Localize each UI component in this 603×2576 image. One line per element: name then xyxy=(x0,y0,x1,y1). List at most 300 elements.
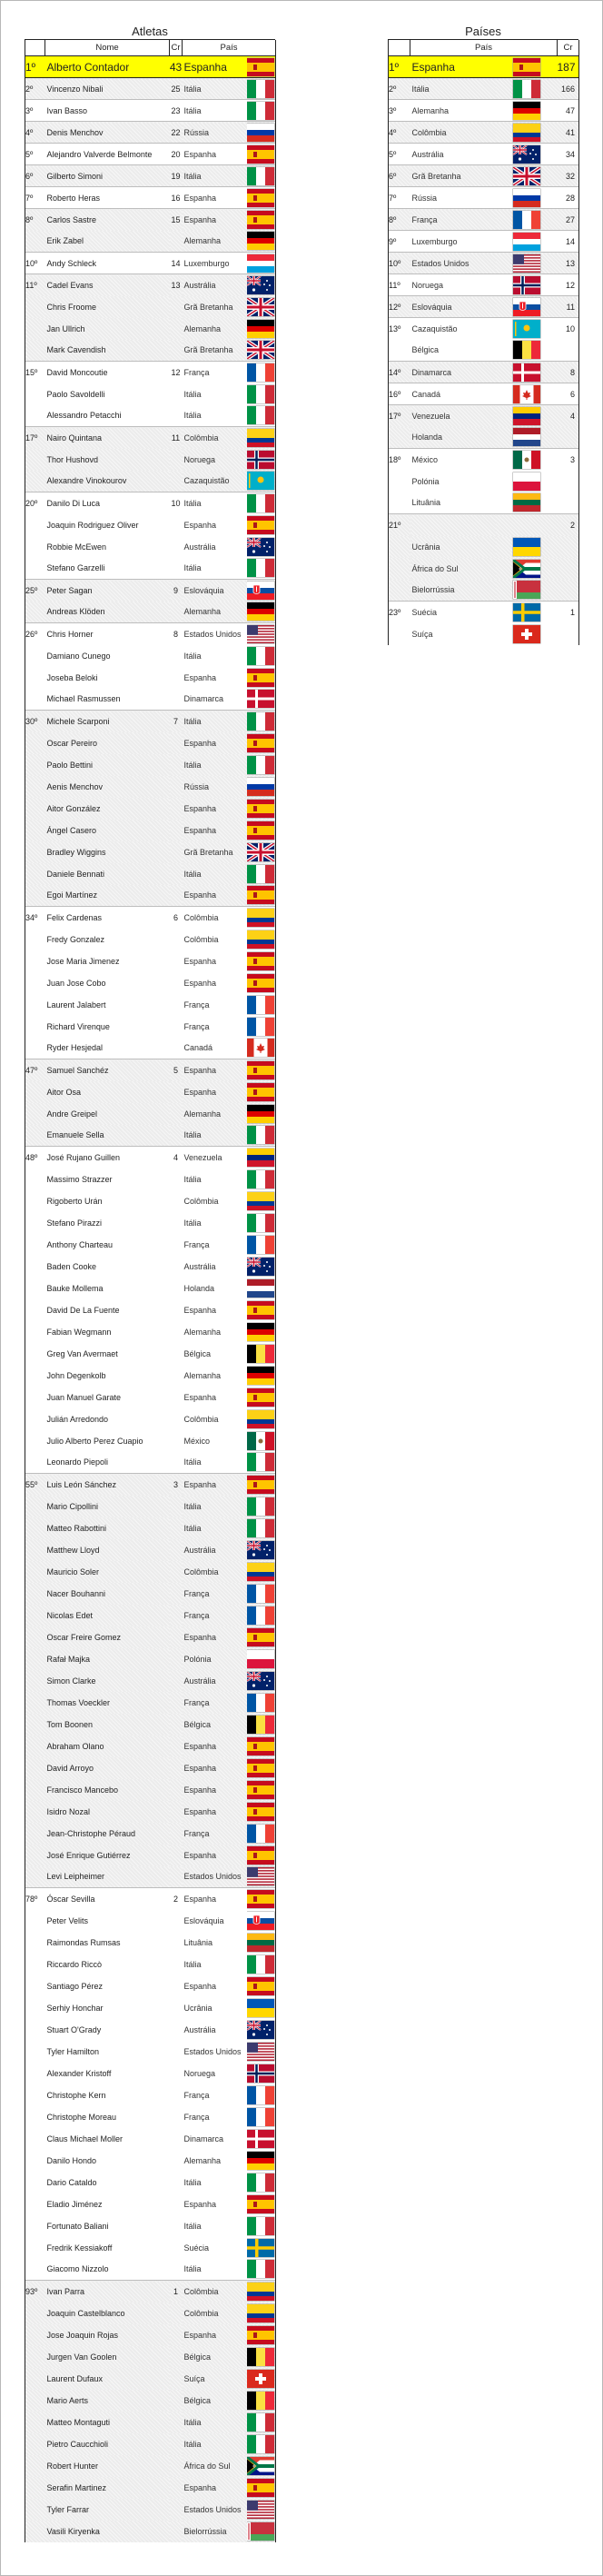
athlete-cr xyxy=(170,1648,183,1670)
spain-flag-icon xyxy=(247,516,274,534)
athlete-position xyxy=(25,2019,45,2041)
athlete-position: 6º xyxy=(25,165,45,187)
athlete-country: Itália xyxy=(183,1174,202,1184)
country-name: Austrália xyxy=(410,144,496,165)
athlete-row xyxy=(25,362,276,383)
colombia-flag-icon xyxy=(513,124,540,142)
athlete-row xyxy=(25,1212,276,1234)
athlete-cr xyxy=(170,2150,183,2172)
spain-flag-icon xyxy=(247,211,274,229)
country-name: África do Sul xyxy=(410,558,496,580)
athlete-row xyxy=(25,2215,276,2237)
athlete-cr: 23 xyxy=(170,100,183,122)
athlete-cr: 19 xyxy=(170,165,183,187)
athlete-cr xyxy=(170,820,183,841)
athlete-name: Oscar Freire Gomez xyxy=(45,1626,170,1648)
athlete-flag-cell xyxy=(247,274,276,296)
athlete-cr xyxy=(170,1387,183,1408)
athlete-country: Itália xyxy=(183,1959,202,1969)
athlete-name: Baden Cooke xyxy=(46,1261,97,1271)
country-name: Cazaquistão xyxy=(410,318,496,340)
athlete-name: Raimondas Rumsas xyxy=(46,1937,121,1947)
country-position xyxy=(389,580,410,602)
athlete-row xyxy=(25,1626,276,1648)
athlete-cr xyxy=(170,1714,183,1736)
australia-flag-icon xyxy=(247,276,274,294)
athlete-flag-cell xyxy=(247,972,276,994)
athlete-position: 7º xyxy=(25,187,45,209)
uk-flag-icon xyxy=(513,167,540,185)
athlete-position xyxy=(25,1561,45,1583)
athlete-cr: 4 xyxy=(170,1147,183,1169)
athlete-name: Alexander Kristoff xyxy=(46,2068,112,2078)
athlete-flag-cell xyxy=(247,1823,276,1845)
slovakia-flag-icon xyxy=(247,1912,274,1930)
country-flag-cell xyxy=(496,471,558,492)
germany-flag-icon xyxy=(247,2152,274,2170)
athlete-row xyxy=(25,1539,276,1561)
athlete-name: José Rujano Guillen xyxy=(45,1147,170,1169)
athlete-position: 20º xyxy=(25,492,45,514)
athlete-name: Matthew Lloyd xyxy=(45,1539,170,1561)
athlete-cr xyxy=(170,1561,183,1583)
athlete-flag-cell xyxy=(247,1517,276,1539)
country-cr: 2 xyxy=(558,514,579,536)
athlete-cr xyxy=(170,1299,183,1321)
luxembourg-flag-icon xyxy=(513,233,540,251)
countries-country-header: País xyxy=(410,40,558,56)
germany-flag-icon xyxy=(247,232,274,250)
athlete-cr xyxy=(170,1605,183,1626)
athlete-cr xyxy=(170,1801,183,1823)
athlete-cr: 13 xyxy=(170,274,183,296)
athletes-title: Atletas xyxy=(25,25,275,40)
athlete-flag-cell xyxy=(247,1932,276,1954)
athlete-name: Vasili Kiryenka xyxy=(45,2521,170,2542)
athlete-position: 5º xyxy=(25,144,45,165)
athlete-name: Giacomo Nizzolo xyxy=(46,2264,109,2274)
athlete-row xyxy=(25,165,276,187)
usa-flag-icon xyxy=(247,2501,274,2519)
athlete-cr: 1 xyxy=(170,2281,183,2302)
athlete-country: Estados Unidos xyxy=(183,2046,242,2056)
spain-flag-icon xyxy=(247,800,274,818)
athlete-position xyxy=(25,1910,45,1932)
athlete-name: Isidro Nozal xyxy=(45,1801,170,1823)
athlete-country: Itália xyxy=(183,2177,202,2187)
athlete-position: 47º xyxy=(25,1059,45,1081)
country-cr: 28 xyxy=(558,187,579,209)
athlete-name: Tom Boonen xyxy=(45,1714,170,1736)
athlete-row xyxy=(25,1059,276,1081)
athlete-country: Grã Bretanha xyxy=(183,340,247,362)
athlete-cr xyxy=(170,1517,183,1539)
athlete-position: 4º xyxy=(25,122,45,144)
athlete-row xyxy=(25,1714,276,1736)
athlete-cr xyxy=(170,1910,183,1932)
belarus-flag-icon xyxy=(247,2522,274,2541)
athlete-name: Thor Hushovd xyxy=(45,449,170,471)
athlete-cr: 8 xyxy=(170,623,183,645)
athlete-cr xyxy=(170,732,183,754)
athlete-row xyxy=(25,1256,276,1278)
countries-rows xyxy=(389,56,579,645)
france-flag-icon xyxy=(247,996,274,1014)
italy-flag-icon xyxy=(247,494,274,512)
country-cr: 6 xyxy=(558,383,579,405)
athlete-country: França xyxy=(183,1000,210,1010)
spain-flag-icon xyxy=(247,1846,274,1865)
country-flag-cell xyxy=(496,144,558,165)
athlete-flag-cell xyxy=(247,2521,276,2542)
country-cr: 1 xyxy=(558,602,579,623)
athlete-cr xyxy=(170,689,183,711)
athlete-cr xyxy=(170,972,183,994)
athlete-flag-cell xyxy=(247,841,276,863)
usa-flag-icon xyxy=(247,2043,274,2061)
country-name: Dinamarca xyxy=(410,362,496,383)
athlete-row xyxy=(25,187,276,209)
countries-cr-header: Cr xyxy=(558,40,579,56)
country-position: 9º xyxy=(389,231,410,253)
athlete-row xyxy=(25,1038,276,1059)
athlete-flag-cell xyxy=(247,2237,276,2259)
athlete-row xyxy=(25,231,276,253)
athlete-position xyxy=(25,1823,45,1845)
athlete-name: Serhiy Honchar xyxy=(46,2003,104,2013)
athlete-position xyxy=(25,2063,45,2084)
athlete-flag-cell xyxy=(247,471,276,492)
country-position xyxy=(389,623,410,645)
athlete-position xyxy=(25,972,45,994)
athlete-country: África do Sul xyxy=(183,2455,247,2477)
athletes-section xyxy=(25,25,275,2542)
athlete-cr xyxy=(170,231,183,253)
athlete-flag-cell xyxy=(247,1081,276,1103)
italy-flag-icon xyxy=(247,2435,274,2453)
country-cr: 14 xyxy=(558,231,579,253)
athlete-country: Holanda xyxy=(183,1283,215,1293)
country-position: 7º xyxy=(389,187,410,209)
country-row xyxy=(389,471,579,492)
athlete-flag-cell xyxy=(247,754,276,776)
countries-header-row xyxy=(389,40,579,56)
athlete-country: Itália xyxy=(183,2433,247,2455)
athlete-name: Nicolas Edet xyxy=(45,1605,170,1626)
athlete-country: França xyxy=(183,1021,210,1031)
athlete-cr xyxy=(170,1736,183,1757)
athlete-position xyxy=(25,2499,45,2521)
athlete-row xyxy=(25,2302,276,2324)
country-flag-cell xyxy=(496,405,558,427)
athlete-cr xyxy=(170,1016,183,1038)
country-position: 2º xyxy=(389,78,410,100)
athlete-name: David Moncoutie xyxy=(45,362,170,383)
athlete-name: Peter Sagan xyxy=(45,580,170,602)
country-row xyxy=(389,449,579,471)
athlete-country: Itália xyxy=(183,563,202,573)
athlete-flag-cell xyxy=(247,144,276,165)
australia-flag-icon xyxy=(247,538,274,556)
country-row xyxy=(389,122,579,144)
athlete-row xyxy=(25,972,276,994)
athlete-cr xyxy=(170,602,183,623)
athlete-row xyxy=(25,2041,276,2063)
country-flag-cell xyxy=(496,231,558,253)
athlete-name: Cadel Evans xyxy=(45,274,170,296)
athlete-name: Andre Greipel xyxy=(45,1103,170,1125)
athlete-name: Massimo Strazzer xyxy=(46,1174,113,1184)
athlete-cr xyxy=(170,929,183,950)
country-row xyxy=(389,602,579,623)
athlete-cr xyxy=(170,798,183,820)
athlete-row xyxy=(25,2063,276,2084)
athlete-flag-cell xyxy=(247,1190,276,1212)
athlete-name: Matteo Rabottini xyxy=(45,1517,170,1539)
athlete-row xyxy=(25,405,276,427)
spain-flag-icon xyxy=(247,1301,274,1319)
athlete-position xyxy=(25,1321,45,1343)
athlete-cr xyxy=(170,2215,183,2237)
country-cr: 47 xyxy=(558,100,579,122)
athlete-country: Espanha xyxy=(183,1059,247,1081)
athlete-flag-cell xyxy=(247,1801,276,1823)
athlete-cr xyxy=(170,2455,183,2477)
athlete-flag-cell xyxy=(247,427,276,449)
country-row xyxy=(389,100,579,122)
athlete-cr xyxy=(170,405,183,427)
italy-flag-icon xyxy=(247,1519,274,1537)
athlete-row xyxy=(25,2324,276,2346)
athlete-flag-cell xyxy=(247,623,276,645)
athlete-country: Colômbia xyxy=(183,2281,247,2302)
athlete-name: Daniele Bennati xyxy=(45,863,170,885)
athlete-flag-cell xyxy=(247,1583,276,1605)
country-position: 8º xyxy=(389,209,410,231)
athlete-position xyxy=(25,2215,45,2237)
athlete-position xyxy=(25,1430,45,1452)
athlete-row xyxy=(25,1888,276,1910)
athlete-flag-cell xyxy=(247,122,276,144)
france-flag-icon xyxy=(247,1694,274,1712)
country-cr: 3 xyxy=(558,449,579,471)
switzerland-flag-icon xyxy=(513,625,540,643)
athlete-row xyxy=(25,296,276,318)
country-row xyxy=(389,383,579,405)
france-flag-icon xyxy=(247,1585,274,1603)
athlete-flag-cell xyxy=(247,56,276,78)
athlete-country: Ucrânia xyxy=(183,2003,213,2013)
athlete-country: Espanha xyxy=(183,1779,247,1801)
athlete-row xyxy=(25,514,276,536)
athlete-name: Nacer Bouhanni xyxy=(45,1583,170,1605)
athlete-country: Polónia xyxy=(183,1648,247,1670)
country-cr: 32 xyxy=(558,165,579,187)
italy-flag-icon xyxy=(247,80,274,98)
athlete-name: Thomas Voeckler xyxy=(45,1692,170,1714)
athlete-flag-cell xyxy=(247,1125,276,1147)
athlete-country: França xyxy=(183,362,247,383)
athlete-name: Ángel Casero xyxy=(45,820,170,841)
athlete-cr xyxy=(170,2368,183,2390)
country-position xyxy=(389,471,410,492)
italy-flag-icon xyxy=(247,1126,274,1144)
athlete-position xyxy=(25,798,45,820)
athlete-cr xyxy=(170,776,183,798)
athlete-row xyxy=(25,536,276,558)
athletes-rows xyxy=(25,56,276,2542)
country-cr: 12 xyxy=(558,274,579,296)
spain-flag-icon xyxy=(247,1977,274,1995)
athlete-name: Juan Manuel Garate xyxy=(46,1392,122,1402)
italy-flag-icon xyxy=(247,385,274,403)
athlete-country: França xyxy=(183,1692,247,1714)
country-position: 10º xyxy=(389,253,410,274)
france-flag-icon xyxy=(247,363,274,382)
country-position: 16º xyxy=(389,383,410,405)
sweden-flag-icon xyxy=(247,2239,274,2257)
athlete-row xyxy=(25,78,276,100)
spain-flag-icon xyxy=(247,1737,274,1755)
athlete-country: Espanha xyxy=(183,1845,247,1866)
country-flag-cell xyxy=(496,449,558,471)
athlete-flag-cell xyxy=(247,2324,276,2346)
country-flag-cell xyxy=(496,558,558,580)
athlete-row xyxy=(25,1474,276,1496)
athlete-country: Itália xyxy=(183,2264,202,2274)
athlete-country: Itália xyxy=(183,754,247,776)
athlete-row xyxy=(25,2346,276,2368)
athlete-row xyxy=(25,950,276,972)
athlete-country: Itália xyxy=(183,1517,247,1539)
country-row xyxy=(389,340,579,362)
athlete-flag-cell xyxy=(247,1779,276,1801)
athlete-name: Joseba Beloki xyxy=(46,672,98,682)
country-cr: 4 xyxy=(558,405,579,427)
athlete-flag-cell xyxy=(247,362,276,383)
athlete-flag-cell xyxy=(247,209,276,231)
colombia-flag-icon xyxy=(247,1563,274,1581)
athlete-row xyxy=(25,907,276,929)
athlete-flag-cell xyxy=(247,1256,276,1278)
athlete-name: Erik Zabel xyxy=(45,231,170,253)
russia-flag-icon xyxy=(247,124,274,142)
countries-title: Países xyxy=(388,25,578,40)
athlete-cr xyxy=(170,2237,183,2259)
athlete-row xyxy=(25,492,276,514)
athlete-position xyxy=(25,645,45,667)
country-row xyxy=(389,253,579,274)
athlete-country: Suécia xyxy=(183,2243,210,2253)
athlete-cr: 9 xyxy=(170,580,183,602)
athlete-country: Luxemburgo xyxy=(183,253,247,274)
athlete-row xyxy=(25,2412,276,2433)
athlete-position xyxy=(25,1736,45,1757)
athlete-position: 55º xyxy=(25,1474,45,1496)
italy-flag-icon xyxy=(247,1170,274,1189)
athlete-row xyxy=(25,1583,276,1605)
australia-flag-icon xyxy=(247,1672,274,1690)
athlete-name: Mark Cavendish xyxy=(45,340,170,362)
athlete-flag-cell xyxy=(247,798,276,820)
germany-flag-icon xyxy=(247,1367,274,1385)
country-position: 3º xyxy=(389,100,410,122)
country-position xyxy=(389,427,410,449)
athlete-country: Itália xyxy=(183,165,247,187)
athlete-flag-cell xyxy=(247,1059,276,1081)
country-position: 14º xyxy=(389,362,410,383)
country-flag-cell xyxy=(496,56,558,78)
athlete-cr xyxy=(170,1212,183,1234)
athlete-row xyxy=(25,711,276,732)
athlete-flag-cell xyxy=(247,340,276,362)
athlete-name: Alejandro Valverde Belmonte xyxy=(45,144,170,165)
athlete-country: Venezuela xyxy=(183,1147,247,1169)
athlete-name: Jean-Christophe Péraud xyxy=(45,1823,170,1845)
country-cr: 166 xyxy=(558,78,579,100)
athlete-country: México xyxy=(183,1436,211,1446)
athlete-flag-cell xyxy=(247,1626,276,1648)
athlete-flag-cell xyxy=(247,2433,276,2455)
athlete-row xyxy=(25,2128,276,2150)
athlete-row xyxy=(25,689,276,711)
athlete-flag-cell xyxy=(247,1387,276,1408)
athlete-position xyxy=(25,1343,45,1365)
athlete-flag-cell xyxy=(247,1430,276,1452)
athlete-cr: 7 xyxy=(170,711,183,732)
athlete-country: Bélgica xyxy=(183,2390,247,2412)
usa-flag-icon xyxy=(247,1867,274,1885)
athlete-cr xyxy=(170,1975,183,1997)
france-flag-icon xyxy=(513,211,540,229)
athlete-name: Bradley Wiggins xyxy=(45,841,170,863)
athlete-position xyxy=(25,1234,45,1256)
athlete-row xyxy=(25,2150,276,2172)
country-flag-cell xyxy=(496,383,558,405)
south-africa-flag-icon xyxy=(247,2457,274,2475)
athlete-position xyxy=(25,2455,45,2477)
country-row xyxy=(389,318,579,340)
athlete-name: Jan Ullrich xyxy=(45,318,170,340)
country-position xyxy=(389,492,410,514)
athlete-row xyxy=(25,776,276,798)
athlete-name: Mario Cipollini xyxy=(45,1496,170,1517)
athlete-position xyxy=(25,1605,45,1626)
athlete-flag-cell xyxy=(247,558,276,580)
country-flag-cell xyxy=(496,602,558,623)
italy-flag-icon xyxy=(247,167,274,185)
country-flag-cell xyxy=(496,623,558,645)
athlete-row xyxy=(25,994,276,1016)
athlete-position: 17º xyxy=(25,427,45,449)
athlete-row xyxy=(25,2084,276,2106)
uk-flag-icon xyxy=(247,843,274,861)
athlete-country: Eslováquia xyxy=(183,580,247,602)
athlete-country: Alemanha xyxy=(183,1103,247,1125)
athlete-flag-cell xyxy=(247,907,276,929)
belarus-flag-icon xyxy=(513,581,540,599)
belgium-flag-icon xyxy=(247,1716,274,1734)
athlete-position: 25º xyxy=(25,580,45,602)
athlete-country: Itália xyxy=(183,78,247,100)
athlete-flag-cell xyxy=(247,950,276,972)
athlete-country: Itália xyxy=(183,389,202,399)
athlete-flag-cell xyxy=(247,165,276,187)
athlete-flag-cell xyxy=(247,1975,276,1997)
athlete-flag-cell xyxy=(247,1888,276,1910)
athlete-row xyxy=(25,253,276,274)
athlete-country: Colômbia xyxy=(183,934,219,944)
